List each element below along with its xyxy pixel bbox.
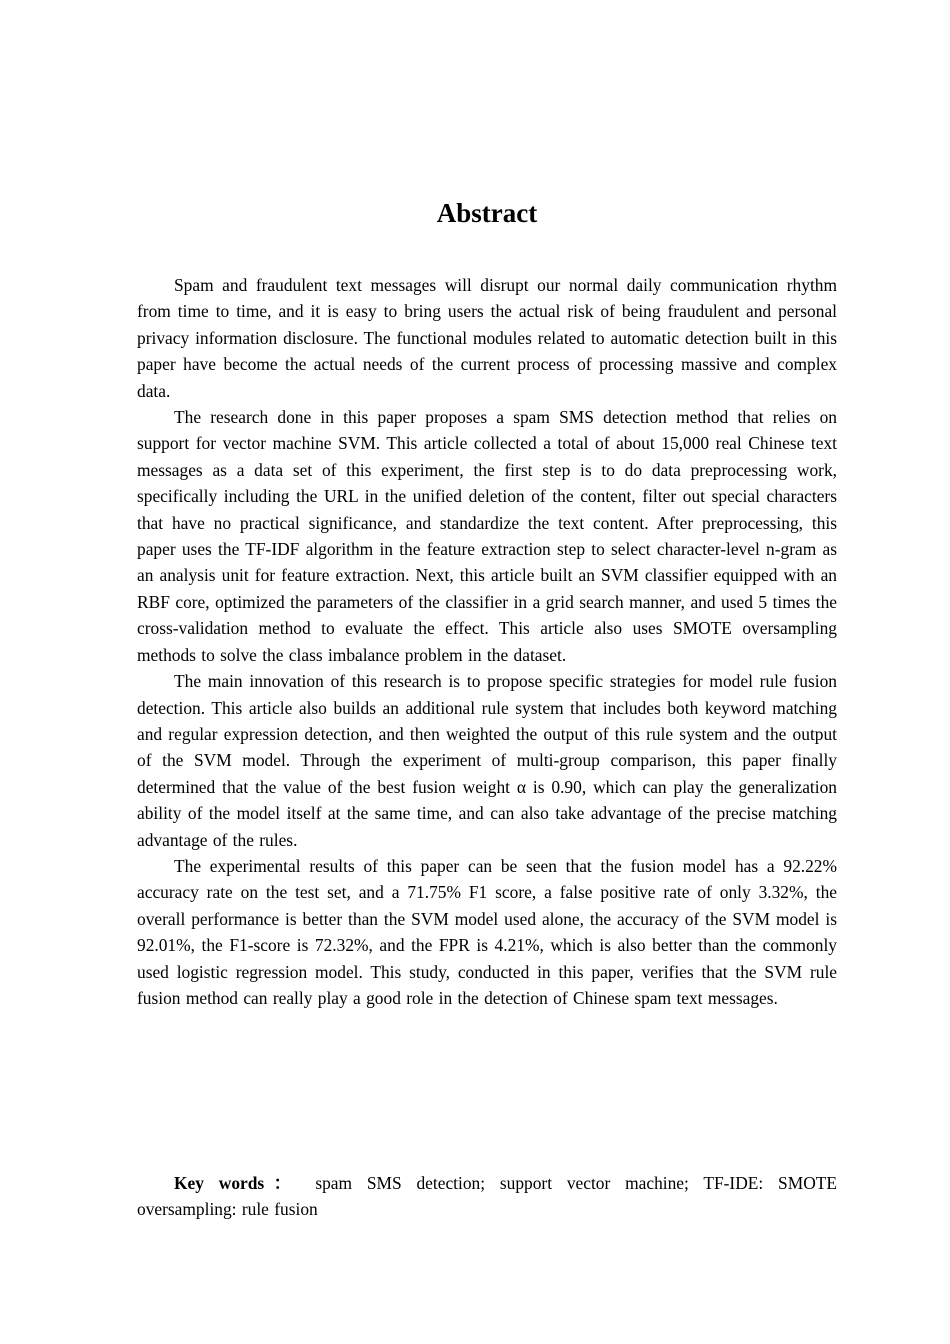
abstract-paragraph-4: The experimental results of this paper can be seen that the fusion model has a 92.22% accuracy rate on the test set, and a 71.75% F1 score, a false positive rate of only 3.32%, the overall performance is better than the SVM model used alone, the accuracy of the SVM model is 92.01%, the F1-score is 72.32%, and the FPR is 4.21%, which is also better than the commonly used logistic regression model. This study, conducted in this paper, verifies that the SVM rule fusion method can really play a good role in the detection of Chinese spam text messages. <box>137 855 837 1008</box>
abstract-title: Abstract <box>436 198 538 228</box>
abstract-paragraph-2: The research done in this paper proposes a spam SMS detection method that relies on support for vector machine SVM. This article collected a total of about 15,000 real Chinese text messages as a data set of this experiment, the first step is to do data preprocessing work, specifically including the URL in the unified deletion of the content, filter out special characters that have no practical significance, and standardize the text content. After preprocessing, this paper uses the TF-IDF algorithm in the feature extraction step to select character-level n-gram as an analysis unit for feature extraction. Next, this article built an SVM classifier equipped with an RBF core, optimized the parameters of the classifier in a grid search manner, and used 5 times the cross-validation method to evaluate the effect. This article also uses SMOTE oversampling methods to solve the class imbalance problem in the dataset. <box>137 407 837 665</box>
keywords-label: Key words： <box>174 1173 301 1193</box>
abstract-paragraph-1: Spam and fraudulent text messages will disrupt our normal daily communication rhythm from time to time, and it is easy to bring users the actual risk of being fraudulent and personal privacy information disclosure. The functional modules related to automatic detection built in this paper have become the actual needs of the current process of processing massive and complex data. <box>137 275 837 401</box>
abstract-body <box>137 272 837 1011</box>
keywords-text: spam SMS detection; support vector machine; TF-IDE: SMOTE oversampling: rule fusion <box>137 1173 837 1220</box>
keywords-line <box>137 1170 837 1223</box>
abstract-paragraph-3: The main innovation of this research is to propose specific strategies for model rule fusion detection. This article also builds an additional rule system that includes both keyword matching and regular expression detection, and then weighted the output of this rule system and the output of the SVM model. Through the experiment of multi-group comparison, this paper finally determined that the value of the best fusion weight α is 0.90, which can play the generalization ability of the model itself at the same time, and can also take advantage of the precise matching advantage of the rules. <box>137 671 837 850</box>
